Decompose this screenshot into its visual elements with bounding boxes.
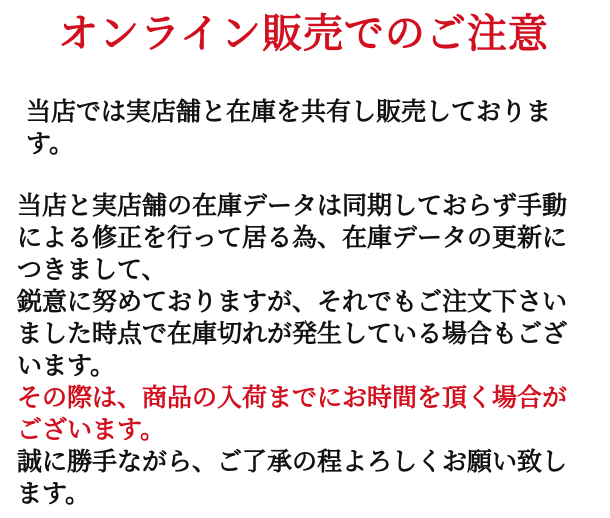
notice-body [17,190,590,510]
page-title: オンライン販売でのご注意 [58,12,549,56]
paragraph-out-of-stock-possibility: 鋭意に努めておりますが、それでもご注文下さいました時点で在庫切れが発生している場合もございます。 [17,288,568,380]
paragraph-restock-delay-warning: その際は、商品の入荷までにお時間を頂く場合がございます。 [17,384,568,444]
paragraph-apology-request: 誠に勝手ながら、ご了承の程よろしくお願い致します。 [17,448,568,508]
intro-line: 当店では実店舗と在庫を共有し販売しております。 [26,98,552,158]
paragraph-inventory-sync: 当店と実店舗の在庫データは同期しておらず手動による修正を行って居る為、在庫データの更新につきまして、 [17,192,568,284]
